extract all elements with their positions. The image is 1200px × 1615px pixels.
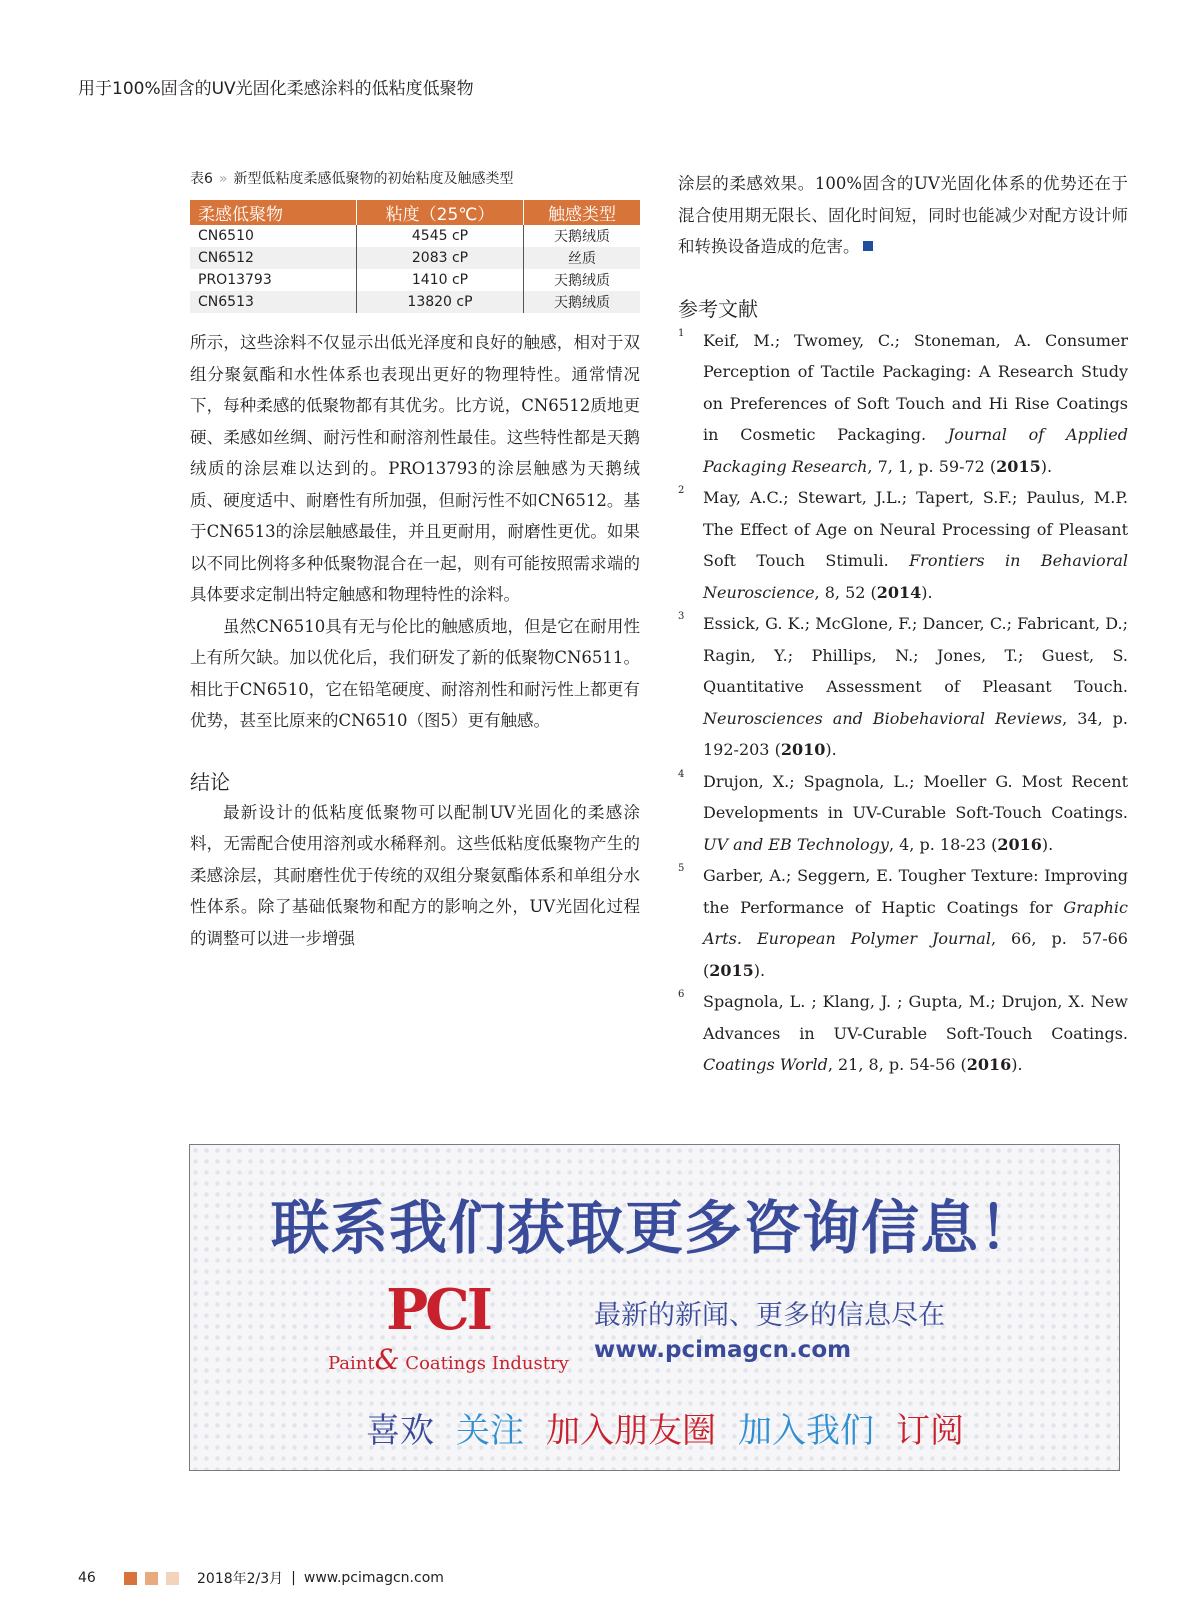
reference-journal: Neurosciences and Biobehavioral Reviews: [703, 708, 1063, 728]
ad-website-link[interactable]: www.pcimagcn.com: [594, 1337, 852, 1363]
reference-end: ).: [1011, 1055, 1023, 1074]
reference-authors-title: Spagnola, L. ; Klang, J. ; Gupta, M.; Drujon, X. New Advances in UV-Curable Soft-Touch Coatings.: [703, 992, 1128, 1043]
reference-item: [678, 860, 1128, 986]
table-row: [190, 247, 640, 269]
reference-details: , 21, 8, p. 54-56 (: [827, 1055, 967, 1074]
table-caption: [190, 168, 640, 190]
reference-number: 6: [678, 989, 685, 1000]
end-of-article-square-icon: [863, 241, 873, 251]
pci-logo-sub-a: Paint: [328, 1353, 375, 1374]
reference-number: 4: [678, 768, 685, 780]
running-header: 用于100%固含的UV光固化柔感涂料的低粘度低聚物: [78, 79, 474, 99]
pci-logo-subtitle: [328, 1343, 569, 1376]
reference-authors-title: May, A.C.; Stewart, J.L.; Tapert, S.F.; Paulus, M.P. The Effect of Age on Neural Processing of Pleasant Soft Touch Stimuli.: [703, 488, 1128, 570]
table-cell: 天鹅绒质: [554, 273, 610, 289]
oligomer-table: [190, 200, 640, 313]
reference-year: 2015: [996, 456, 1041, 476]
footer-separator: |: [291, 1570, 296, 1586]
table-cell: 2083 cP: [357, 247, 524, 269]
table-caption-separator: »: [218, 171, 228, 187]
table-cell: 丝质: [524, 247, 641, 269]
reference-authors-title: Essick, G. K.; McGlone, F.; Dancer, C.; Fabricant, D.; Ragin, Y.; Phillips, N.; Jones, T.; Guest, S. Quantitative Assessment of Pleasant Touch.: [703, 614, 1128, 696]
reference-year: 2016: [966, 1055, 1012, 1074]
table-cell: 4545 cP: [357, 225, 524, 247]
table-cell: CN6513: [190, 291, 357, 313]
reference-details: , 4, p. 18-23 (: [888, 834, 998, 854]
table-cell: CN6510: [190, 225, 357, 247]
body-paragraph: 虽然CN6510具有无与伦比的触感质地，但是它在耐用性上有所欠缺。加以优化后，我们研发了新的低聚物CN6511。相比于CN6510，它在铅笔硬度、耐溶剂性和耐污性上都更有优势，甚至比原来的CN6510（图5）更有触感。: [190, 616, 640, 730]
reference-authors-title: Drujon, X.; Spagnola, L.; Moeller G. Most Recent Developments in UV-Curable Soft-Touch Coatings.: [703, 771, 1128, 822]
reference-number: 3: [678, 611, 685, 622]
reference-journal: Coatings World: [703, 1055, 828, 1074]
ad-action-link[interactable]: 加入朋友圈: [546, 1411, 716, 1451]
ad-action-link[interactable]: 订阅: [896, 1411, 964, 1451]
reference-year: 2010: [780, 740, 826, 759]
column-header: 触感类型: [524, 200, 641, 225]
right-column: [678, 168, 1128, 1081]
reference-end: ).: [1041, 834, 1054, 854]
table-cell: 天鹅绒质: [554, 229, 610, 245]
body-paragraph-continued: [678, 168, 1128, 263]
table-row: [190, 291, 640, 313]
reference-authors-title: Garber, A.; Seggern, E. Tougher Texture: Improving the Performance of Haptic Coatings for: [703, 866, 1128, 917]
reference-authors-title: Keif, M.; Twomey, C.; Stoneman, A. Consumer Perception of Tactile Packaging: A Research Study on Preferences of Soft Touch and Hi Rise Coatings in Cosmetic Packaging.: [703, 330, 1128, 444]
reference-number: 1: [678, 327, 685, 339]
table-cell: 天鹅绒质: [524, 291, 641, 313]
reference-details: , 8, 52 (: [814, 582, 877, 602]
table-cell: CN6512: [190, 247, 357, 269]
reference-details: , 66, p. 57-66 (: [703, 929, 1128, 980]
reference-item: [678, 766, 1128, 861]
contact-ad-banner: [189, 1144, 1120, 1471]
pci-logo-mark: PCI: [386, 1277, 490, 1343]
reference-details: , 34, p. 192-203 (: [703, 708, 1129, 759]
column-header: 柔感低聚物: [190, 200, 357, 225]
reference-details: , 7, 1, p. 59-72 (: [867, 456, 997, 476]
reference-journal: Frontiers in Behavioral Neuroscience: [703, 551, 1128, 602]
reference-item: [678, 482, 1128, 608]
ad-action-link[interactable]: 加入我们: [738, 1411, 874, 1451]
body-paragraph-text: 涂层的柔感效果。100%固含的UV光固化体系的优势还在于混合使用期无限长、固化时间短，同时也能减少对配方设计师和转换设备造成的危害。: [678, 174, 1128, 256]
column-header: 粘度（25℃）: [357, 200, 524, 225]
table-caption-text: 新型低粘度柔感低聚物的初始粘度及触感类型: [233, 171, 514, 187]
section-heading-conclusion: 结论: [190, 769, 230, 794]
pci-logo-ampersand: &: [374, 1343, 400, 1376]
reference-end: ).: [825, 740, 837, 759]
reference-year: 2015: [709, 960, 754, 980]
table-header-row: [190, 200, 640, 225]
issue-date: 2018年2/3月: [197, 1571, 284, 1587]
reference-journal: Graphic Arts. European Polymer Journal: [703, 897, 1128, 948]
table-row: [190, 269, 640, 291]
reference-year: 2014: [876, 582, 922, 602]
pci-logo: [328, 1277, 578, 1377]
table-cell: PRO13793: [190, 269, 357, 291]
ad-action-link[interactable]: 喜欢: [366, 1411, 434, 1451]
page-number: 46: [78, 1570, 96, 1586]
footer-square-icon: [145, 1572, 158, 1585]
reference-item: [678, 325, 1128, 483]
reference-journal: Journal of Applied Packaging Research: [703, 425, 1129, 476]
reference-end: ).: [753, 960, 766, 980]
reference-end: ).: [921, 582, 933, 602]
ad-tagline: 最新的新闻、更多的信息尽在: [594, 1300, 945, 1331]
ad-title: 联系我们获取更多咨询信息！: [270, 1194, 1038, 1262]
footer-square-icon: [124, 1572, 137, 1585]
table-caption-label: 表6: [190, 171, 213, 187]
body-paragraph: 最新设计的低粘度低聚物可以配制UV光固化的柔感涂料，无需配合使用溶剂或水稀释剂。这些低粘度低聚物产生的柔感涂层，其耐磨性优于传统的双组分聚氨酯体系和单组分水性体系。除了基础低聚物和配方的影响之外，UV光固化过程的调整可以进一步增强: [190, 802, 640, 948]
reference-item: [678, 986, 1128, 1081]
page-footer: [78, 1568, 444, 1588]
reference-number: 2: [678, 485, 685, 496]
footer-url[interactable]: www.pcimagcn.com: [303, 1570, 444, 1586]
body-paragraph: 所示，这些涂料不仅显示出低光泽度和良好的触感，相对于双组分聚氨酯和水性体系也表现出更好的物理特性。通常情况下，每种柔感的低聚物都有其优劣。比方说，CN6512质地更硬、柔感如丝绸、耐污性和耐溶剂性最佳。这些特性都是天鹅绒质的涂层难以达到的。PRO13793的涂层触感为天鹅绒质、硬度适中、耐磨性有所加强，但耐污性不如CN6512。基于CN6513的涂层触感最佳，并且更耐用，耐磨性更优。如果以不同比例将多种低聚物混合在一起，则有可能按照需求端的具体要求定制出特定触感和物理特性的涂料。: [190, 333, 640, 604]
left-column: [190, 168, 640, 954]
pci-logo-sub-b: Coatings Industry: [405, 1353, 569, 1374]
ad-action-link[interactable]: 关注: [456, 1411, 524, 1451]
reference-year: 2016: [997, 834, 1042, 854]
table-row: [190, 225, 640, 247]
footer-square-icon: [166, 1572, 179, 1585]
table-cell: 13820 cP: [357, 291, 524, 313]
ad-action-row: [366, 1403, 986, 1452]
reference-number: 5: [678, 863, 685, 874]
reference-item: [678, 608, 1128, 766]
reference-journal: UV and EB Technology: [703, 834, 889, 854]
references-heading: 参考文献: [678, 296, 758, 321]
table-cell: 1410 cP: [357, 269, 524, 291]
reference-end: ).: [1040, 456, 1053, 476]
